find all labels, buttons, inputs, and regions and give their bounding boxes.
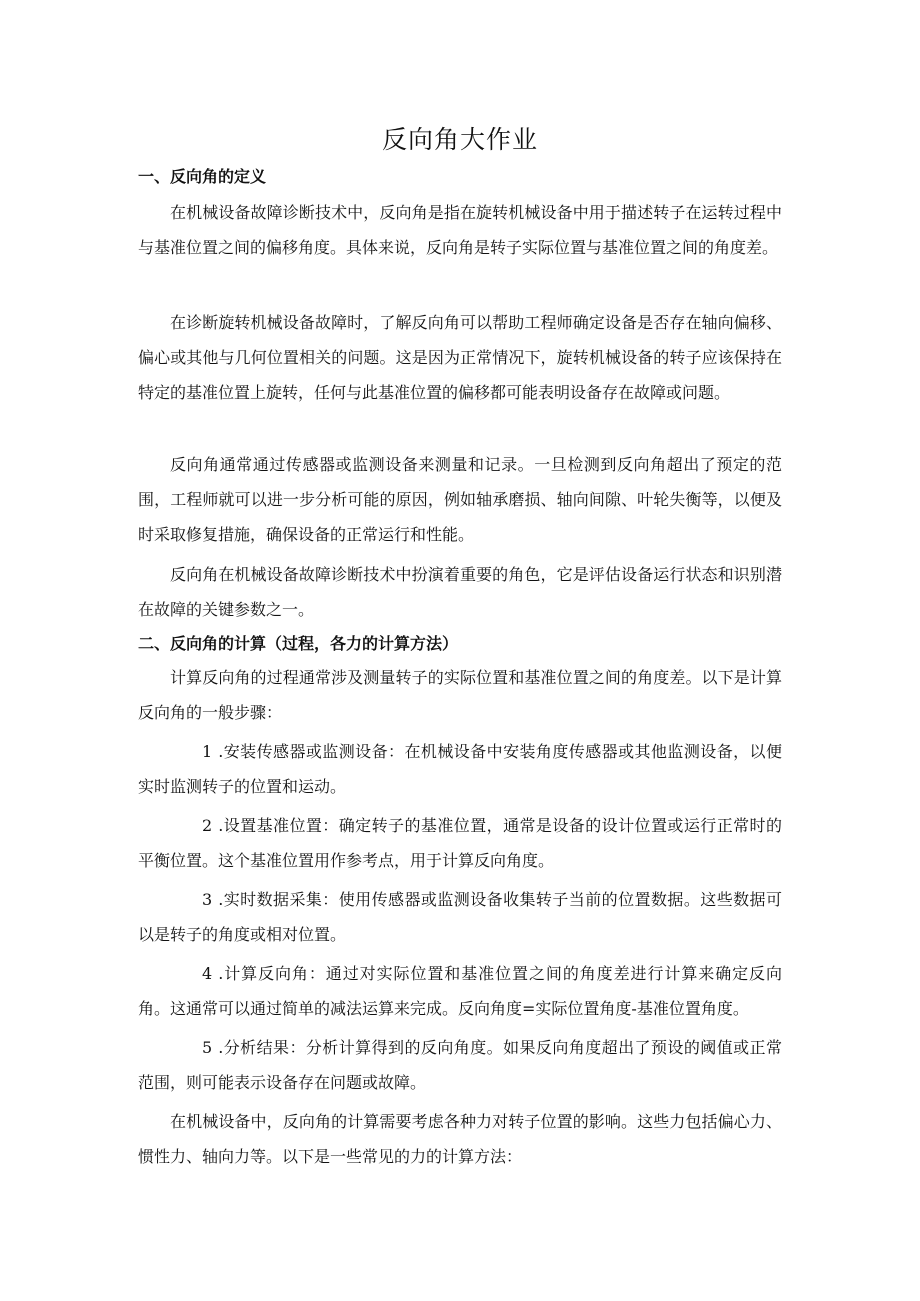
step-3 — [138, 882, 782, 952]
step-2-number: 2 — [202, 816, 213, 835]
section-1-paragraph-4: 反向角在机械设备故障诊断技术中扮演着重要的角色，它是评估设备运行状态和识别潜在故障的关键参数之一。 — [138, 565, 782, 619]
section-1-paragraph-3: 反向角通常通过传感器或监测设备来测量和记录。一旦检测到反向角超出了预定的范围，工程师就可以进一步分析可能的原因，例如轴承磨损、轴向间隙、叶轮失衡等，以便及时采取修复措施，确保设备的正常运行和性能。 — [138, 455, 782, 544]
section-2-intro: 计算反向角的过程通常涉及测量转子的实际位置和基准位置之间的角度差。以下是计算反向角的一般步骤： — [138, 668, 782, 722]
step-1-number: 1 — [202, 742, 213, 761]
step-5-number: 5 — [202, 1038, 213, 1057]
step-4-number: 4 — [202, 964, 213, 983]
step-2-text: .设置基准位置：确定转子的基准位置，通常是设备的设计位置或运行正常时的平衡位置。这个基准位置用作参考点，用于计算反向角度。 — [138, 816, 782, 870]
step-1-text: .安装传感器或监测设备：在机械设备中安装角度传感器或其他监测设备，以便实时监测转子的位置和运动。 — [138, 742, 782, 796]
section-1-paragraph-2: 在诊断旋转机械设备故障时，了解反向角可以帮助工程师确定设备是否存在轴向偏移、偏心或其他与几何位置相关的问题。这是因为正常情况下，旋转机械设备的转子应该保持在特定的基准位置上旋转，任何与此基准位置的偏移都可能表明设备存在故障或问题。 — [138, 313, 782, 402]
step-5-text: .分析结果：分析计算得到的反向角度。如果反向角度超出了预设的阈值或正常范围，则可能表示设备存在问题或故障。 — [138, 1038, 782, 1092]
step-3-text: .实时数据采集：使用传感器或监测设备收集转子当前的位置数据。这些数据可以是转子的角度或相对位置。 — [138, 890, 782, 944]
step-4 — [138, 956, 782, 1026]
step-1 — [138, 734, 782, 804]
section-1-paragraph-1: 在机械设备故障诊断技术中，反向角是指在旋转机械设备中用于描述转子在运转过程中与基准位置之间的偏移角度。具体来说，反向角是转子实际位置与基准位置之间的角度差。 — [138, 203, 782, 257]
step-2 — [138, 808, 782, 878]
section-1-heading: 一、反向角的定义 — [138, 167, 267, 186]
section-2-closing: 在机械设备中，反向角的计算需要考虑各种力对转子位置的影响。这些力包括偏心力、惯性力、轴向力等。以下是一些常见的力的计算方法： — [138, 1112, 782, 1166]
section-2-heading: 二、反向角的计算（过程，各力的计算方法） — [138, 634, 459, 653]
document-title: 反向角大作业 — [381, 125, 538, 154]
step-4-text: .计算反向角：通过对实际位置和基准位置之间的角度差进行计算来确定反向角。这通常可以通过简单的减法运算来完成。反向角度=实际位置角度-基准位置角度。 — [138, 964, 782, 1018]
step-5 — [138, 1030, 782, 1100]
step-3-number: 3 — [202, 890, 213, 909]
